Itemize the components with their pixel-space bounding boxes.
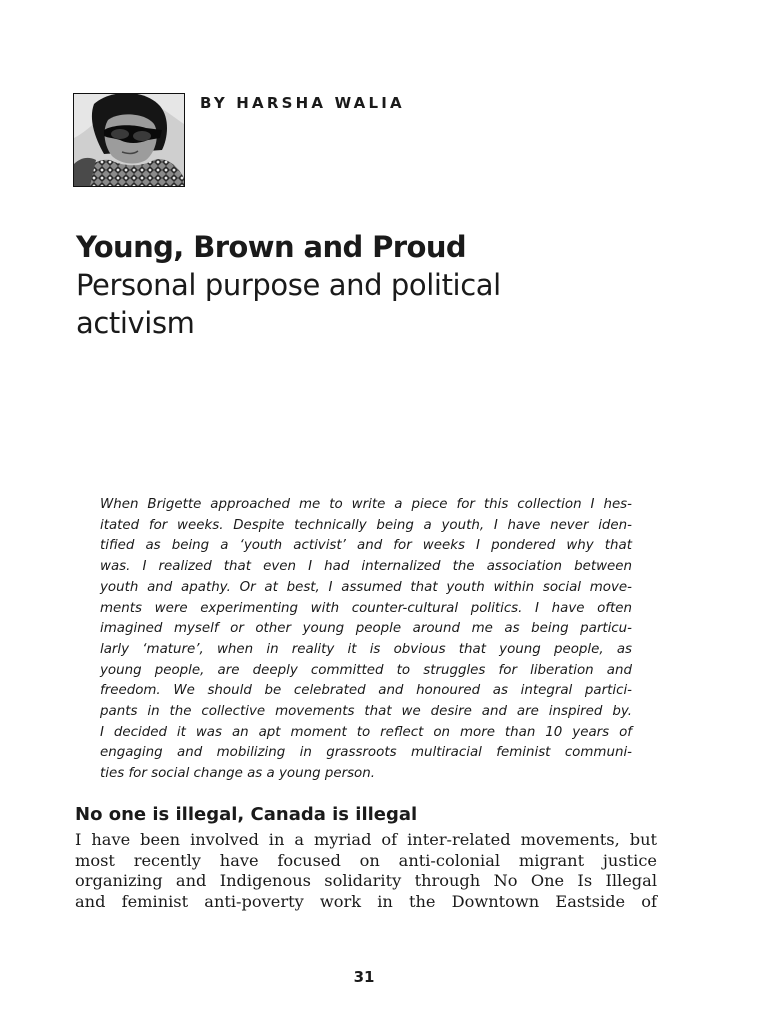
body-line: organizing and Indigenous solidarity through No One Is Illegal <box>75 871 657 891</box>
intro-line: young people, are deeply committed to struggles for liberation and <box>100 662 632 678</box>
intro-line: engaging and mobilizing in grassroots multiracial feminist communi- <box>100 745 632 761</box>
subtitle-line: activism <box>76 306 195 340</box>
intro-line: tified as being a ‘youth activist’ and for weeks I pondered why that <box>100 538 632 554</box>
intro-line: I decided it was an apt moment to reflect on more than 10 years of <box>100 724 632 740</box>
author-portrait <box>73 93 185 187</box>
intro-line: youth and apathy. Or at best, I assumed that youth within social move- <box>100 579 632 595</box>
body-line: and feminist anti-poverty work in the Downtown Eastside of <box>75 892 657 912</box>
intro-line: was. I realized that even I had internalized the association between <box>100 559 632 575</box>
body-paragraph <box>75 830 657 913</box>
body-line: I have been involved in a myriad of inter-related movements, but <box>75 830 657 849</box>
intro-line: itated for weeks. Despite technically being a youth, I have never iden- <box>100 517 632 533</box>
section-heading: No one is illegal, Canada is illegal <box>75 804 418 825</box>
author-byline: BY HARSHA WALIA <box>200 94 405 112</box>
intro-line: pants in the collective movements that we desire and are inspired by. <box>100 704 632 720</box>
body-line: most recently have focused on anti-colonial migrant justice <box>75 850 657 870</box>
intro-line: imagined myself or other young people around me as being particu- <box>100 621 632 637</box>
intro-line: freedom. We should be celebrated and honoured as integral partici- <box>100 683 632 699</box>
intro-line: larly ‘mature’, when in reality it is obvious that young people, as <box>100 641 632 657</box>
intro-line: ties for social change as a young person. <box>100 766 375 782</box>
author-photo-image <box>74 94 184 186</box>
intro-line: When Brigette approached me to write a piece for this collection I hes- <box>100 497 632 512</box>
intro-paragraph <box>100 495 632 785</box>
chapter-title: Young, Brown and Proud <box>76 230 467 264</box>
page-number: 31 <box>353 968 375 986</box>
intro-line: ments were experimenting with counter-cultural politics. I have often <box>100 600 632 616</box>
subtitle-line: Personal purpose and political <box>76 268 501 302</box>
chapter-subtitle <box>76 266 636 342</box>
